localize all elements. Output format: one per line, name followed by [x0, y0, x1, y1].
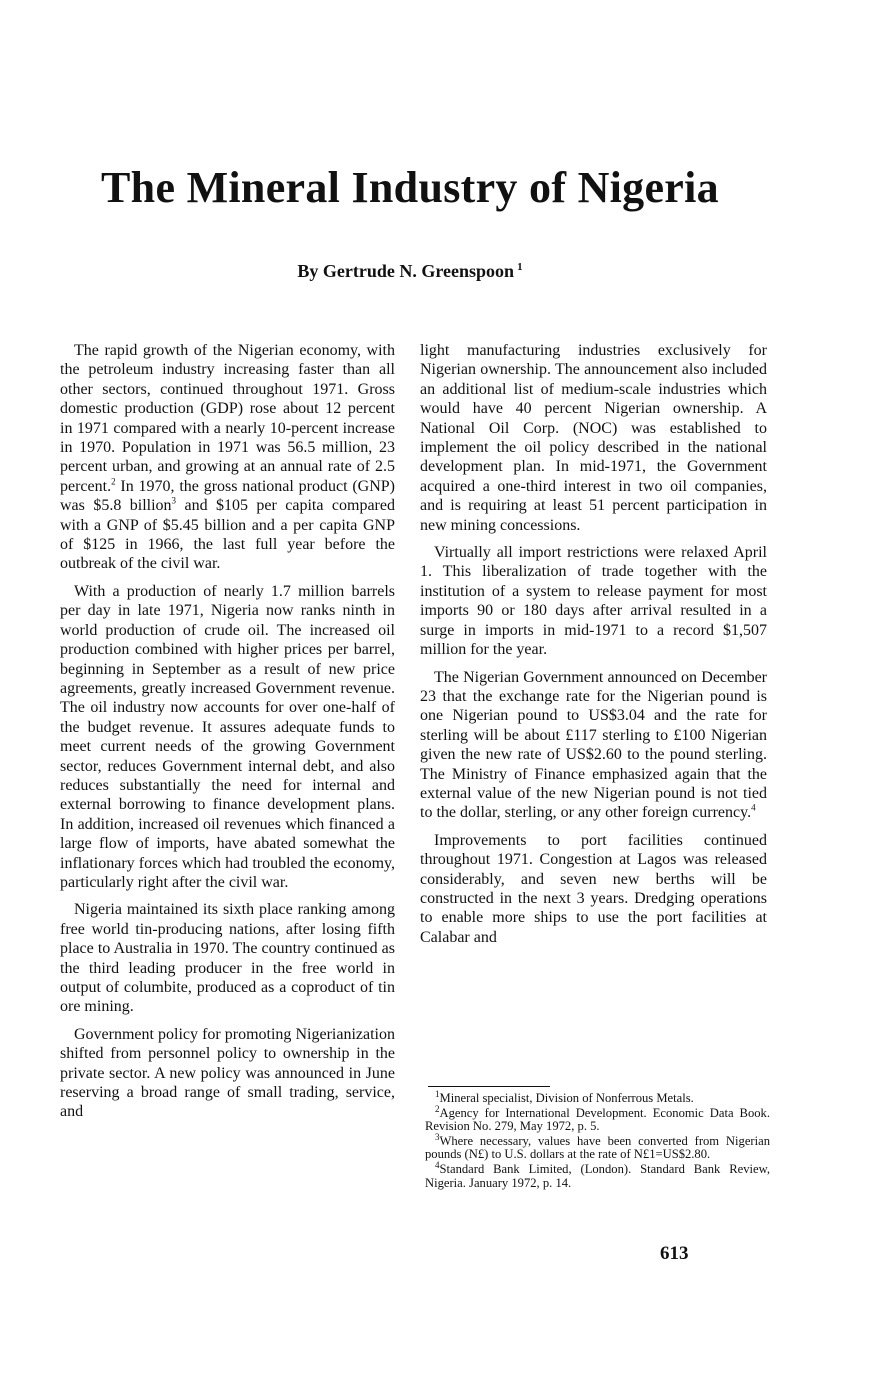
- footnote-ref: 2: [111, 476, 116, 487]
- footnote-ref: 4: [751, 803, 756, 814]
- page-number: 613: [660, 1243, 689, 1264]
- paragraph: The rapid growth of the Nigerian economy, with the petroleum industry increasing faster than all other sectors, continued throughout 1971. Gross domestic production (GDP) rose about 12 percent in 1971 compared with a nearly 10-percent increase in 1970. Population in 1971 was 56.5 million, 23 percent urban, and growing at an annual rate of 2.5 percent.$^2$ In 1970, the gross national product (GNP) was $5.8 billion$^3$ and $105 per capita compared with a GNP of $5.45 billion and a per capita GNP of $125 in 1966, the last full year before the outbreak of the civil war.: [60, 342, 395, 573]
- footnote: $^3$Where necessary, values have been converted from Nigerian pounds (N£) to U.S. dollars at the rate of N£1=US$2.80.: [425, 1131, 770, 1162]
- right-column: [420, 341, 767, 955]
- author-byline: [0, 261, 820, 282]
- footnotes: [425, 1088, 770, 1191]
- paragraph: Nigeria maintained its sixth place ranking among free world tin-producing nations, after losing fifth place to Australia in 1970. The country continued as the third leading producer in the free world in output of columbite, produced as a coproduct of tin ore mining.: [60, 901, 395, 1016]
- paragraph: Government policy for promoting Nigerianization shifted from personnel policy to ownership in the private sector. A new policy was announced in June reserving a broad range of small trading, service, and: [60, 1025, 395, 1121]
- left-column: [60, 341, 395, 1130]
- footnote-ref: 1: [517, 261, 523, 273]
- footnote: $^1$Mineral specialist, Division of Nonferrous Metals.: [435, 1088, 694, 1105]
- author-name: By Gertrude N. Greenspoon: [297, 261, 515, 281]
- footnote: $^4$Standard Bank Limited, (London). Standard Bank Review, Nigeria. January 1972, p. 14.: [425, 1159, 770, 1190]
- footnote-divider: [428, 1086, 550, 1087]
- paragraph: The Nigerian Government announced on December 23 that the exchange rate for the Nigerian pound is one Nigerian pound to US$3.04 and the rate for sterling will be about £117 sterling to £100 Nigerian given the new rate of US$2.60 to the pound sterling. The Ministry of Finance emphasized again that the external value of the new Nigerian pound is not tied to the dollar, sterling, or any other foreign currency.$^4$: [420, 668, 767, 822]
- paragraph: With a production of nearly 1.7 million barrels per day in late 1971, Nigeria now ranks ninth in world production of crude oil. The increased oil production combined with higher prices per barrel, beginning in September as a result of new price agreements, greatly increased Government revenue. The oil industry now accounts for over one-half of the budget revenue. It assures adequate funds to meet current needs of the growing Government sector, reduces Government internal debt, and also reduces substantially the need for internal and external borrowing to finance development plans. In addition, increased oil revenues which financed a large flow of imports, have abated somewhat the inflationary forces which had troubled the economy, particularly right after the civil war.: [60, 582, 395, 891]
- article-title: The Mineral Industry of Nigeria: [101, 163, 719, 212]
- paragraph: light manufacturing industries exclusively for Nigerian ownership. The announcement also included an additional list of medium-scale industries which would have 40 percent Nigerian ownership. A National Oil Corp. (NOC) was established to implement the oil policy described in the national development plan. In mid-1971, the Government acquired a one-third interest in two oil companies, and is requiring at least 51 percent participation in new mining concessions.: [420, 342, 767, 534]
- footnote-ref: 3: [171, 495, 177, 506]
- paragraph: Improvements to port facilities continued throughout 1971. Congestion at Lagos was released considerably, and seven new berths will be constructed in the next 3 years. Dredging operations to enable more ships to use the port facilities at Calabar and: [420, 831, 767, 946]
- paragraph: Virtually all import restrictions were relaxed April 1. This liberalization of trade together with the institution of a system to release payment for most imports 90 or 180 days after arrival resulted in a surge in imports in mid-1971 to a record $1,507 million for the year.: [420, 544, 767, 659]
- footnote: $^2$Agency for International Development. Economic Data Book. Revision No. 279, May 1972, p. 5.: [425, 1103, 770, 1134]
